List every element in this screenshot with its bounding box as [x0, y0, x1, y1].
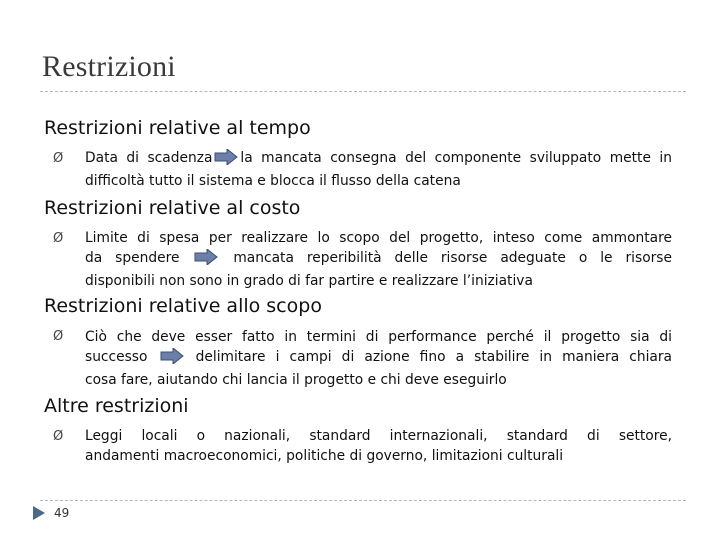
section-heading-altre: Altre restrizioni — [44, 395, 189, 417]
section-text-scopo — [85, 327, 672, 390]
text-line: disponibili non sono in grado di far partire e realizzare l’iniziativa — [85, 273, 533, 289]
slide-title: Restrizioni — [42, 50, 176, 83]
footer-divider — [40, 500, 686, 501]
section-heading-scopo: Restrizioni relative allo scopo — [44, 295, 322, 317]
section-heading-costo: Restrizioni relative al costo — [44, 197, 301, 219]
section-text-tempo — [85, 148, 672, 191]
text-line: da spendere mancata reperibilità delle risorse adeguate o le risorse — [85, 248, 672, 271]
right-arrow-icon — [194, 249, 218, 271]
text-line: Ciò che deve esser fatto in termini di performance perché il progetto sia di — [85, 329, 672, 345]
right-arrow-icon — [214, 149, 238, 171]
text-line: Limite di spesa per realizzare lo scopo del progetto, inteso come ammontare — [85, 230, 672, 246]
text-line: Leggi locali o nazionali, standard internazionali, standard di settore, — [85, 428, 672, 444]
text-line: andamenti macroeconomici, politiche di governo, limitazioni culturali — [85, 448, 564, 464]
text-line: Data di scadenza la mancata consegna del componente sviluppato mette in — [85, 148, 672, 171]
bullet-icon: Ø — [53, 329, 64, 344]
text-line: difficoltà tutto il sistema e blocca il flusso della catena — [85, 173, 461, 189]
bullet-icon: Ø — [53, 429, 64, 444]
section-text-costo — [85, 228, 672, 291]
right-arrow-icon — [160, 348, 184, 370]
bullet-icon: Ø — [53, 151, 64, 166]
section-heading-tempo: Restrizioni relative al tempo — [44, 117, 311, 139]
footer-triangle-icon — [33, 506, 45, 525]
text-line: successo delimitare i campi di azione fino a stabilire in maniera chiara — [85, 347, 672, 370]
text-line: cosa fare, aiutando chi lancia il progetto e chi deve eseguirlo — [85, 372, 507, 388]
title-divider — [40, 91, 686, 92]
section-text-altre — [85, 426, 672, 466]
page-number: 49 — [54, 506, 70, 520]
bullet-icon: Ø — [53, 231, 64, 246]
